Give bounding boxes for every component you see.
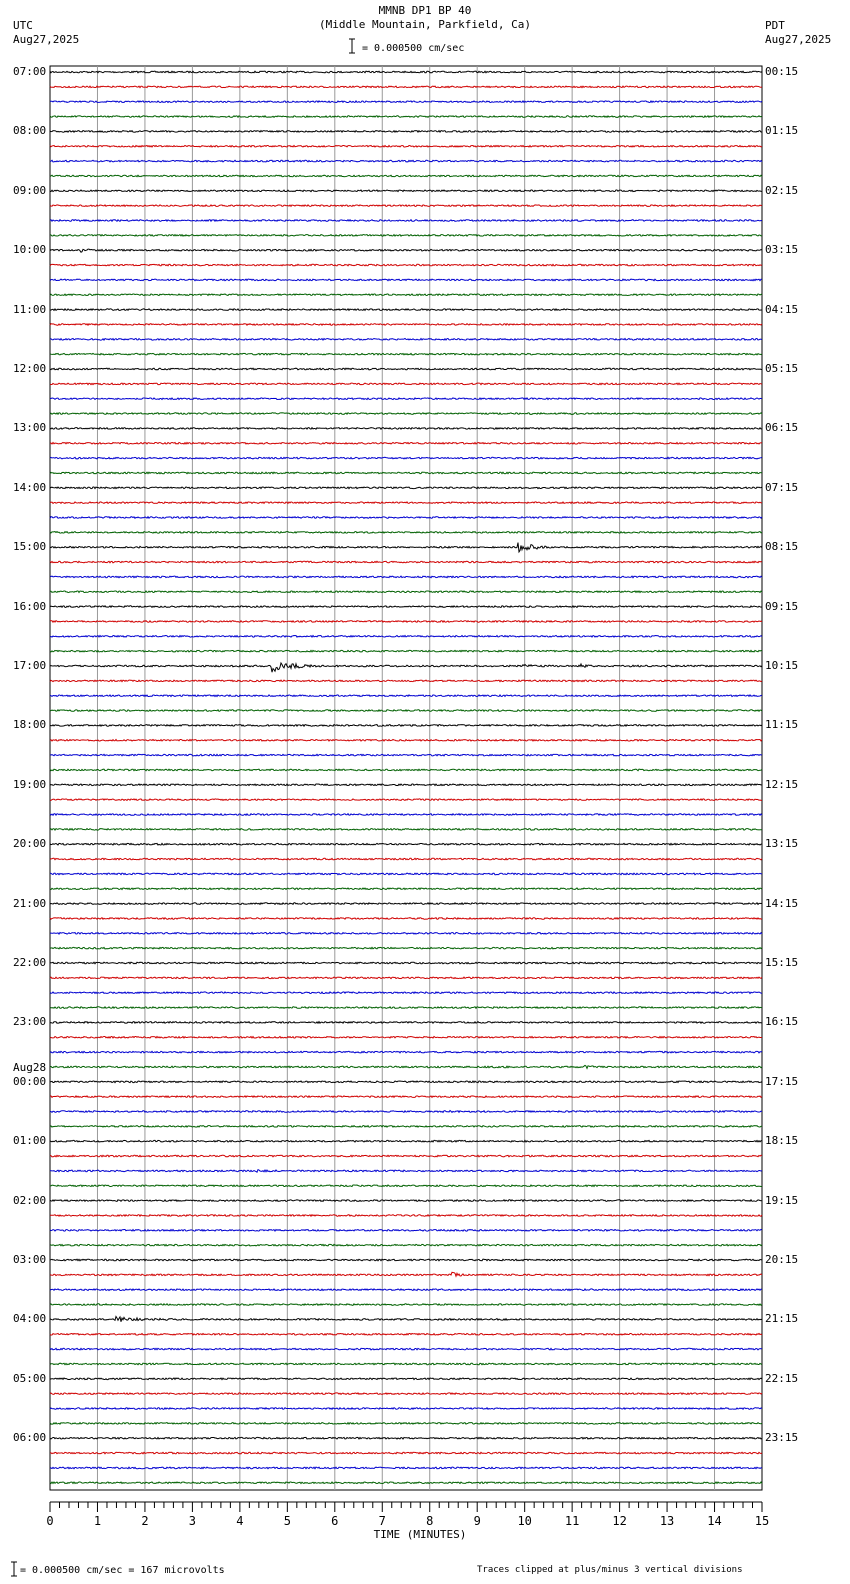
utc-hour-label: 09:00	[13, 183, 47, 197]
trace-row	[50, 799, 762, 801]
trace-row	[50, 1467, 762, 1469]
trace-row	[50, 101, 762, 103]
trace-row	[50, 353, 762, 355]
trace-row	[50, 1022, 762, 1024]
trace-row	[50, 543, 762, 552]
trace-row	[50, 1393, 762, 1395]
station-subtitle: (Middle Mountain, Parkfield, Ca)	[319, 18, 531, 31]
chart-title: MMNB DP1 BP 40	[378, 4, 472, 17]
trace-row	[50, 1065, 762, 1068]
trace-row	[50, 160, 762, 162]
x-tick-label: 2	[141, 1514, 149, 1528]
trace-row	[50, 606, 762, 608]
trace-row	[50, 264, 762, 266]
trace-row	[50, 1230, 762, 1232]
utc-hour-label: 14:00	[13, 480, 47, 494]
trace-row	[50, 1437, 762, 1439]
trace-row	[50, 1363, 762, 1365]
trace-row	[50, 710, 762, 712]
pdt-hour-label: 03:15	[765, 243, 799, 257]
utc-hour-label: 05:00	[13, 1371, 47, 1385]
trace-row	[50, 663, 762, 672]
pdt-hour-label: 16:15	[765, 1015, 799, 1029]
trace-row	[50, 279, 762, 281]
trace-row	[50, 383, 762, 385]
x-tick-label: 8	[426, 1514, 434, 1528]
scale-bar-icon	[349, 39, 355, 53]
trace-row	[50, 190, 762, 192]
trace-row	[50, 829, 762, 831]
x-tick-label: 3	[188, 1514, 197, 1528]
utc-hour-label: 20:00	[13, 837, 47, 851]
pdt-hour-label: 19:15	[765, 1193, 799, 1207]
trace-row	[50, 814, 762, 816]
trace-row	[50, 220, 762, 222]
pdt-hour-label: 15:15	[765, 956, 799, 969]
trace-row	[50, 1408, 762, 1410]
clip-note: Traces clipped at plus/minus 3 vertical divisions	[477, 1565, 743, 1575]
left-timezone: UTC	[13, 19, 33, 32]
trace-row	[50, 769, 762, 771]
trace-row	[50, 1378, 762, 1380]
trace-row	[50, 146, 762, 148]
trace-row	[50, 131, 762, 133]
pdt-hour-label: 09:15	[765, 599, 799, 613]
trace-row	[50, 918, 762, 920]
trace-row	[50, 324, 762, 326]
trace-row	[50, 858, 762, 860]
utc-hour-label: 18:00	[13, 718, 47, 732]
pdt-hour-label: 06:15	[765, 421, 799, 435]
x-tick-label: 13	[659, 1514, 675, 1528]
trace-row	[50, 368, 762, 370]
x-tick-label: 7	[378, 1514, 386, 1528]
trace-row	[50, 1215, 762, 1217]
utc-hour-label: 11:00	[13, 302, 47, 316]
utc-hour-label: 13:00	[13, 421, 47, 435]
trace-row	[50, 1423, 762, 1425]
trace-row	[50, 992, 762, 994]
pdt-hour-label: 01:15	[765, 124, 799, 138]
trace-row	[50, 309, 762, 311]
utc-hour-label: 17:00	[13, 659, 47, 672]
pdt-hour-label: 13:15	[765, 837, 799, 851]
trace-row	[50, 650, 762, 652]
trace-row	[50, 1289, 762, 1291]
utc-hour-label: 10:00	[13, 243, 47, 257]
footer-scale: = 0.000500 cm/sec = 167 microvolts	[20, 1565, 225, 1576]
x-tick-label: 4	[236, 1514, 244, 1528]
pdt-hour-label: 04:15	[765, 302, 799, 316]
x-tick-label: 12	[612, 1514, 627, 1528]
utc-hour-label: 01:00	[13, 1134, 47, 1148]
x-axis-label: TIME (MINUTES)	[373, 1528, 467, 1541]
trace-row	[50, 1126, 762, 1128]
trace-row	[50, 977, 762, 979]
pdt-hour-label: 21:15	[765, 1312, 799, 1326]
trace-row	[50, 561, 762, 563]
trace-row	[50, 339, 762, 341]
trace-row	[50, 1334, 762, 1336]
x-tick-label: 10	[517, 1514, 532, 1528]
trace-row	[50, 1155, 762, 1157]
trace-row	[50, 754, 762, 756]
utc-hour-label: 22:00	[13, 956, 47, 969]
pdt-hour-label: 11:15	[765, 718, 799, 732]
trace-row	[50, 725, 762, 727]
trace-row	[50, 116, 762, 118]
trace-row	[50, 1272, 762, 1276]
utc-hour-label: 08:00	[13, 124, 47, 138]
utc-hour-label: 15:00	[13, 540, 47, 554]
trace-row	[50, 636, 762, 638]
pdt-hour-label: 14:15	[765, 896, 799, 910]
trace-row	[50, 175, 762, 177]
trace-row	[50, 947, 762, 949]
trace-row	[50, 487, 762, 489]
trace-row	[50, 294, 762, 296]
pdt-hour-label: 17:15	[765, 1074, 799, 1088]
trace-row	[50, 517, 762, 519]
trace-row	[50, 205, 762, 207]
trace-row	[50, 1140, 762, 1142]
pdt-hour-label: 18:15	[765, 1134, 799, 1148]
x-tick-label: 1	[93, 1514, 102, 1528]
x-tick-label: 9	[473, 1514, 481, 1528]
utc-hour-label: 04:00	[13, 1312, 47, 1326]
trace-row	[50, 413, 762, 415]
scale-label: = 0.000500 cm/sec	[362, 43, 465, 54]
trace-row	[50, 443, 762, 445]
trace-row	[50, 1081, 762, 1083]
utc-hour-label: 16:00	[13, 599, 47, 613]
trace-row	[50, 1259, 762, 1261]
trace-row	[50, 576, 762, 578]
trace-row	[50, 235, 762, 237]
x-tick-label: 5	[283, 1514, 291, 1528]
trace-row	[50, 1200, 762, 1202]
pdt-hour-label: 02:15	[765, 183, 799, 197]
trace-row	[50, 71, 762, 73]
trace-row	[50, 784, 762, 786]
pdt-hour-label: 12:15	[765, 777, 799, 791]
right-date: Aug27,2025	[765, 33, 832, 46]
utc-hour-label: 03:00	[13, 1253, 47, 1266]
trace-row	[50, 1096, 762, 1098]
trace-row	[50, 428, 762, 430]
trace-row	[50, 472, 762, 474]
trace-row	[50, 1037, 762, 1039]
trace-row	[50, 591, 762, 593]
utc-hour-label: 19:00	[13, 777, 47, 791]
trace-row	[50, 680, 762, 682]
trace-row	[50, 1170, 762, 1173]
x-tick-label: 15	[754, 1514, 770, 1528]
trace-row	[50, 1482, 762, 1484]
utc-hour-label: 06:00	[13, 1431, 47, 1445]
pdt-hour-label: 07:15	[765, 480, 799, 494]
x-tick-label: 11	[564, 1514, 580, 1528]
trace-row	[50, 1304, 762, 1306]
trace-row	[50, 1007, 762, 1009]
date-change-label: Aug28	[13, 1060, 47, 1074]
trace-row	[50, 1185, 762, 1187]
trace-row	[50, 888, 762, 890]
right-timezone: PDT	[765, 19, 785, 32]
utc-hour-label: 02:00	[13, 1193, 47, 1207]
trace-row	[50, 1244, 762, 1246]
utc-hour-label: 12:00	[13, 362, 47, 375]
pdt-hour-label: 10:15	[765, 659, 799, 672]
trace-row	[50, 740, 762, 742]
pdt-hour-label: 05:15	[765, 362, 799, 375]
x-tick-label: 0	[46, 1514, 54, 1528]
trace-row	[50, 502, 762, 504]
trace-row	[50, 695, 762, 697]
utc-hour-label: 23:00	[13, 1015, 47, 1029]
pdt-hour-label: 00:15	[765, 65, 799, 78]
x-tick-label: 6	[331, 1514, 339, 1528]
trace-row	[50, 933, 762, 935]
trace-row	[50, 457, 762, 459]
trace-row	[50, 249, 762, 252]
utc-hour-label: 21:00	[13, 896, 47, 910]
pdt-hour-label: 20:15	[765, 1253, 799, 1266]
pdt-hour-label: 08:15	[765, 540, 799, 554]
pdt-hour-label: 22:15	[765, 1371, 799, 1385]
x-tick-label: 14	[707, 1514, 722, 1528]
trace-row	[50, 962, 762, 964]
pdt-hour-label: 23:15	[765, 1431, 799, 1445]
trace-row	[50, 1317, 762, 1322]
trace-row	[50, 86, 762, 88]
left-date: Aug27,2025	[13, 33, 80, 46]
trace-row	[50, 621, 762, 623]
trace-row	[50, 532, 762, 534]
trace-row	[50, 873, 762, 875]
utc-hour-label: 00:00	[13, 1074, 47, 1088]
trace-row	[50, 903, 762, 905]
utc-hour-label: 07:00	[13, 65, 47, 78]
trace-row	[50, 1348, 762, 1350]
trace-row	[50, 1452, 762, 1454]
trace-row	[50, 398, 762, 400]
trace-row	[50, 843, 762, 845]
footer-scale-bar-icon	[11, 1562, 17, 1576]
trace-row	[50, 1111, 762, 1113]
trace-row	[50, 1051, 762, 1053]
